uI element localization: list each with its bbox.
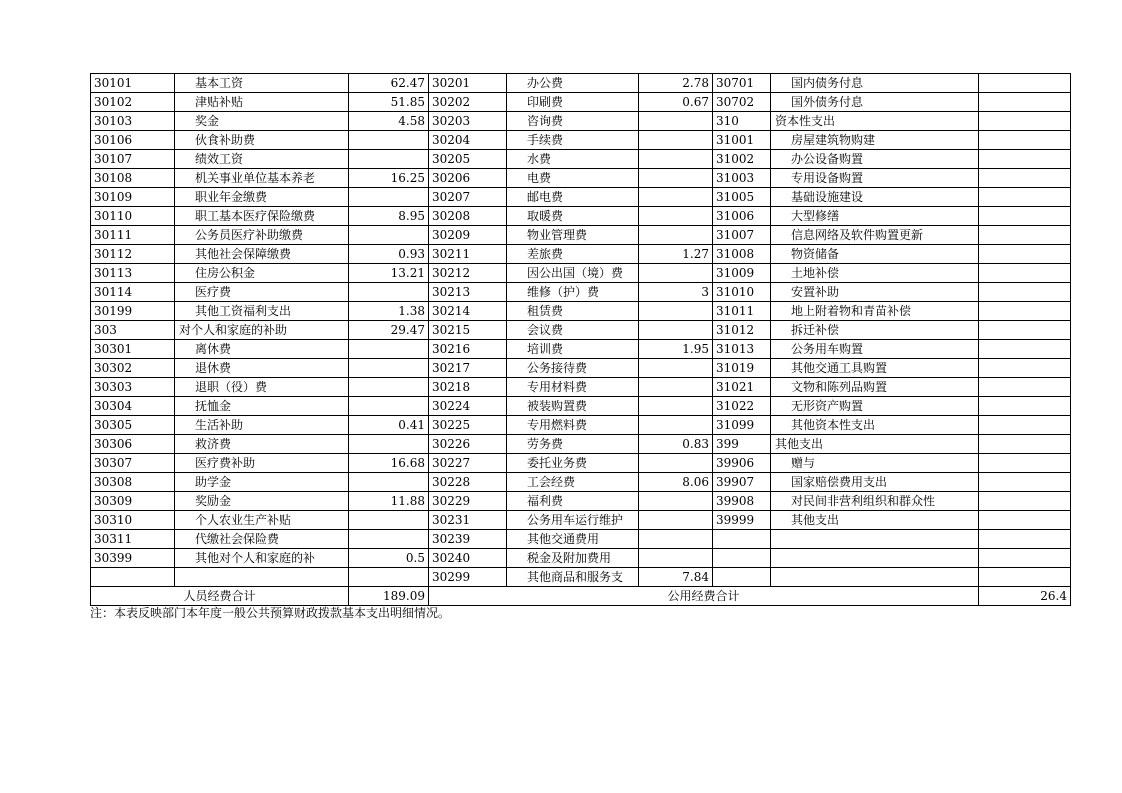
- table-row: [91, 207, 1071, 226]
- public-item-cell: 因公出国（境）费: [507, 264, 639, 283]
- personnel-amount-cell: [349, 150, 429, 169]
- public-total-label: 公用经费合计: [429, 587, 979, 606]
- personnel-item-cell: 个人农业生产补贴: [175, 511, 349, 530]
- other-amount-cell: [979, 302, 1071, 321]
- personnel-code-cell: 30311: [91, 530, 175, 549]
- personnel-amount-cell: [349, 131, 429, 150]
- personnel-amount-cell: 29.47: [349, 321, 429, 340]
- public-code-cell: 30224: [429, 397, 507, 416]
- personnel-item-cell: 奖金: [175, 112, 349, 131]
- public-code-cell: 30211: [429, 245, 507, 264]
- other-item-cell: 国内债务付息: [771, 74, 979, 93]
- other-amount-cell: [979, 112, 1071, 131]
- other-amount-cell: [979, 473, 1071, 492]
- public-item-cell: 差旅费: [507, 245, 639, 264]
- personnel-amount-cell: 1.38: [349, 302, 429, 321]
- personnel-code-cell: 30101: [91, 74, 175, 93]
- other-item-cell: [771, 568, 979, 587]
- personnel-amount-cell: 11.88: [349, 492, 429, 511]
- other-code-cell: 310: [713, 112, 771, 131]
- personnel-code-cell: 30304: [91, 397, 175, 416]
- public-code-cell: 30215: [429, 321, 507, 340]
- other-code-cell: [713, 530, 771, 549]
- personnel-item-cell: 住房公积金: [175, 264, 349, 283]
- personnel-amount-cell: [349, 359, 429, 378]
- public-code-cell: 30207: [429, 188, 507, 207]
- table-row: [91, 378, 1071, 397]
- public-amount-cell: [639, 112, 713, 131]
- other-code-cell: 31003: [713, 169, 771, 188]
- public-item-cell: 手续费: [507, 131, 639, 150]
- personnel-item-cell: 生活补助: [175, 416, 349, 435]
- other-amount-cell: [979, 397, 1071, 416]
- public-amount-cell: 3: [639, 283, 713, 302]
- other-amount-cell: [979, 416, 1071, 435]
- other-amount-cell: [979, 378, 1071, 397]
- other-code-cell: 31007: [713, 226, 771, 245]
- other-amount-cell: [979, 264, 1071, 283]
- personnel-amount-cell: [349, 473, 429, 492]
- other-item-cell: 大型修缮: [771, 207, 979, 226]
- public-item-cell: 电费: [507, 169, 639, 188]
- personnel-amount-cell: 4.58: [349, 112, 429, 131]
- public-amount-cell: [639, 530, 713, 549]
- personnel-code-cell: 30112: [91, 245, 175, 264]
- personnel-item-cell: 救济费: [175, 435, 349, 454]
- public-amount-cell: [639, 188, 713, 207]
- personnel-item-cell: 其他对个人和家庭的补: [175, 549, 349, 568]
- table-row: [91, 93, 1071, 112]
- personnel-code-cell: 30309: [91, 492, 175, 511]
- public-item-cell: 取暖费: [507, 207, 639, 226]
- personnel-code-cell: 30308: [91, 473, 175, 492]
- public-code-cell: 30228: [429, 473, 507, 492]
- other-item-cell: 信息网络及软件购置更新: [771, 226, 979, 245]
- personnel-item-cell: 机关事业单位基本养老: [175, 169, 349, 188]
- public-amount-cell: [639, 169, 713, 188]
- personnel-code-cell: 30103: [91, 112, 175, 131]
- other-amount-cell: [979, 226, 1071, 245]
- public-item-cell: 被装购置费: [507, 397, 639, 416]
- public-amount-cell: [639, 359, 713, 378]
- personnel-item-cell: 退职（役）费: [175, 378, 349, 397]
- public-amount-cell: [639, 378, 713, 397]
- other-amount-cell: [979, 549, 1071, 568]
- table-body: [91, 74, 1071, 587]
- other-code-cell: 39999: [713, 511, 771, 530]
- personnel-code-cell: 30102: [91, 93, 175, 112]
- public-amount-cell: [639, 511, 713, 530]
- other-code-cell: 31008: [713, 245, 771, 264]
- other-item-cell: 地上附着物和青苗补偿: [771, 302, 979, 321]
- public-code-cell: 30204: [429, 131, 507, 150]
- public-item-cell: 邮电费: [507, 188, 639, 207]
- other-code-cell: 31099: [713, 416, 771, 435]
- table-row: [91, 245, 1071, 264]
- other-code-cell: [713, 568, 771, 587]
- public-code-cell: 30299: [429, 568, 507, 587]
- other-item-cell: 资本性支出: [771, 112, 979, 131]
- public-code-cell: 30218: [429, 378, 507, 397]
- public-item-cell: 专用材料费: [507, 378, 639, 397]
- other-code-cell: 31022: [713, 397, 771, 416]
- public-amount-cell: [639, 397, 713, 416]
- table-row: [91, 359, 1071, 378]
- personnel-amount-cell: [349, 340, 429, 359]
- personnel-amount-cell: [349, 283, 429, 302]
- table-row: [91, 226, 1071, 245]
- personnel-code-cell: 30310: [91, 511, 175, 530]
- public-item-cell: 咨询费: [507, 112, 639, 131]
- personnel-amount-cell: 62.47: [349, 74, 429, 93]
- other-code-cell: 39908: [713, 492, 771, 511]
- personnel-item-cell: 助学金: [175, 473, 349, 492]
- personnel-total-value: 189.09: [349, 587, 429, 606]
- table-row: [91, 74, 1071, 93]
- table-row: [91, 435, 1071, 454]
- table-row: [91, 131, 1071, 150]
- other-amount-cell: [979, 93, 1071, 112]
- personnel-code-cell: 30301: [91, 340, 175, 359]
- public-code-cell: 30203: [429, 112, 507, 131]
- personnel-code-cell: 30114: [91, 283, 175, 302]
- other-amount-cell: [979, 435, 1071, 454]
- public-code-cell: 30201: [429, 74, 507, 93]
- public-item-cell: 办公费: [507, 74, 639, 93]
- table-row: [91, 473, 1071, 492]
- personnel-code-cell: 30307: [91, 454, 175, 473]
- personnel-item-cell: 绩效工资: [175, 150, 349, 169]
- personnel-amount-cell: [349, 568, 429, 587]
- personnel-amount-cell: 13.21: [349, 264, 429, 283]
- public-amount-cell: [639, 264, 713, 283]
- personnel-amount-cell: 16.68: [349, 454, 429, 473]
- public-code-cell: 30216: [429, 340, 507, 359]
- personnel-item-cell: 代缴社会保险费: [175, 530, 349, 549]
- other-amount-cell: [979, 207, 1071, 226]
- public-amount-cell: [639, 549, 713, 568]
- table-row: [91, 568, 1071, 587]
- personnel-amount-cell: [349, 378, 429, 397]
- personnel-amount-cell: [349, 188, 429, 207]
- public-item-cell: 物业管理费: [507, 226, 639, 245]
- personnel-amount-cell: 8.95: [349, 207, 429, 226]
- personnel-amount-cell: 51.85: [349, 93, 429, 112]
- other-item-cell: [771, 530, 979, 549]
- other-item-cell: 国家赔偿费用支出: [771, 473, 979, 492]
- personnel-code-cell: 30110: [91, 207, 175, 226]
- other-amount-cell: [979, 340, 1071, 359]
- other-amount-cell: [979, 74, 1071, 93]
- other-amount-cell: [979, 169, 1071, 188]
- personnel-amount-cell: 0.41: [349, 416, 429, 435]
- public-amount-cell: 1.27: [639, 245, 713, 264]
- personnel-total-label: 人员经费合计: [91, 587, 349, 606]
- personnel-amount-cell: 0.93: [349, 245, 429, 264]
- other-item-cell: [771, 549, 979, 568]
- other-item-cell: 赠与: [771, 454, 979, 473]
- personnel-item-cell: 基本工资: [175, 74, 349, 93]
- public-code-cell: 30226: [429, 435, 507, 454]
- other-code-cell: 31001: [713, 131, 771, 150]
- public-amount-cell: [639, 150, 713, 169]
- other-amount-cell: [979, 530, 1071, 549]
- personnel-code-cell: 30109: [91, 188, 175, 207]
- other-code-cell: 31005: [713, 188, 771, 207]
- other-item-cell: 对民间非营利组织和群众性: [771, 492, 979, 511]
- personnel-item-cell: 医疗费补助: [175, 454, 349, 473]
- public-code-cell: 30209: [429, 226, 507, 245]
- other-amount-cell: [979, 454, 1071, 473]
- table-row: [91, 321, 1071, 340]
- other-item-cell: 公务用车购置: [771, 340, 979, 359]
- other-item-cell: 国外债务付息: [771, 93, 979, 112]
- personnel-item-cell: 职业年金缴费: [175, 188, 349, 207]
- personnel-item-cell: 职工基本医疗保险缴费: [175, 207, 349, 226]
- public-amount-cell: 0.83: [639, 435, 713, 454]
- public-item-cell: 工会经费: [507, 473, 639, 492]
- public-amount-cell: [639, 416, 713, 435]
- other-amount-cell: [979, 359, 1071, 378]
- public-amount-cell: 0.67: [639, 93, 713, 112]
- other-amount-cell: [979, 150, 1071, 169]
- personnel-item-cell: 津贴补贴: [175, 93, 349, 112]
- public-amount-cell: [639, 302, 713, 321]
- personnel-code-cell: 30399: [91, 549, 175, 568]
- public-item-cell: 专用燃料费: [507, 416, 639, 435]
- other-item-cell: 文物和陈列品购置: [771, 378, 979, 397]
- other-item-cell: 其他交通工具购置: [771, 359, 979, 378]
- other-code-cell: 31013: [713, 340, 771, 359]
- other-code-cell: 31021: [713, 378, 771, 397]
- public-code-cell: 30227: [429, 454, 507, 473]
- other-code-cell: 31011: [713, 302, 771, 321]
- other-amount-cell: [979, 321, 1071, 340]
- table-row: [91, 112, 1071, 131]
- public-amount-cell: [639, 492, 713, 511]
- table-row: [91, 530, 1071, 549]
- personnel-item-cell: 医疗费: [175, 283, 349, 302]
- other-code-cell: 31010: [713, 283, 771, 302]
- table-row: [91, 150, 1071, 169]
- personnel-code-cell: 30302: [91, 359, 175, 378]
- personnel-amount-cell: [349, 530, 429, 549]
- other-amount-cell: [979, 283, 1071, 302]
- expenditure-detail-table: [90, 73, 1071, 606]
- public-item-cell: 公务接待费: [507, 359, 639, 378]
- personnel-code-cell: 30106: [91, 131, 175, 150]
- other-item-cell: 专用设备购置: [771, 169, 979, 188]
- other-code-cell: 399: [713, 435, 771, 454]
- personnel-code-cell: 30199: [91, 302, 175, 321]
- personnel-code-cell: 30303: [91, 378, 175, 397]
- public-code-cell: 30212: [429, 264, 507, 283]
- public-amount-cell: [639, 321, 713, 340]
- other-item-cell: 安置补助: [771, 283, 979, 302]
- personnel-amount-cell: [349, 226, 429, 245]
- public-amount-cell: [639, 454, 713, 473]
- other-code-cell: 30702: [713, 93, 771, 112]
- public-total-value: 26.4: [979, 587, 1071, 606]
- public-code-cell: 30229: [429, 492, 507, 511]
- public-item-cell: 福利费: [507, 492, 639, 511]
- other-code-cell: 31012: [713, 321, 771, 340]
- table-row: [91, 549, 1071, 568]
- table-row: [91, 511, 1071, 530]
- public-item-cell: 水费: [507, 150, 639, 169]
- other-amount-cell: [979, 568, 1071, 587]
- public-code-cell: 30240: [429, 549, 507, 568]
- public-item-cell: 维修（护）费: [507, 283, 639, 302]
- other-item-cell: 房屋建筑物购建: [771, 131, 979, 150]
- public-amount-cell: [639, 226, 713, 245]
- other-code-cell: [713, 549, 771, 568]
- other-item-cell: 办公设备购置: [771, 150, 979, 169]
- footnote: 注：本表反映部门本年度一般公共预算财政拨款基本支出明细情况。: [90, 606, 451, 620]
- personnel-amount-cell: [349, 397, 429, 416]
- other-code-cell: 31002: [713, 150, 771, 169]
- other-code-cell: 31006: [713, 207, 771, 226]
- other-amount-cell: [979, 245, 1071, 264]
- other-amount-cell: [979, 492, 1071, 511]
- other-amount-cell: [979, 131, 1071, 150]
- public-item-cell: 培训费: [507, 340, 639, 359]
- other-item-cell: 无形资产购置: [771, 397, 979, 416]
- other-code-cell: 31009: [713, 264, 771, 283]
- personnel-amount-cell: 0.5: [349, 549, 429, 568]
- public-item-cell: 会议费: [507, 321, 639, 340]
- table-row: [91, 169, 1071, 188]
- personnel-item-cell: 离休费: [175, 340, 349, 359]
- table-row: [91, 340, 1071, 359]
- public-amount-cell: 7.84: [639, 568, 713, 587]
- other-code-cell: 39907: [713, 473, 771, 492]
- public-amount-cell: 8.06: [639, 473, 713, 492]
- table-row: [91, 397, 1071, 416]
- personnel-code-cell: 30107: [91, 150, 175, 169]
- other-code-cell: 30701: [713, 74, 771, 93]
- table-row: [91, 302, 1071, 321]
- personnel-amount-cell: [349, 435, 429, 454]
- public-code-cell: 30202: [429, 93, 507, 112]
- other-item-cell: 拆迁补偿: [771, 321, 979, 340]
- personnel-code-cell: 30305: [91, 416, 175, 435]
- other-amount-cell: [979, 511, 1071, 530]
- totals-row: [91, 587, 1071, 606]
- public-code-cell: 30205: [429, 150, 507, 169]
- personnel-code-cell: 30113: [91, 264, 175, 283]
- personnel-item-cell: 其他工资福利支出: [175, 302, 349, 321]
- personnel-item-cell: 伙食补助费: [175, 131, 349, 150]
- personnel-code-cell: 30108: [91, 169, 175, 188]
- public-item-cell: 税金及附加费用: [507, 549, 639, 568]
- public-code-cell: 30217: [429, 359, 507, 378]
- table-row: [91, 492, 1071, 511]
- other-item-cell: 其他支出: [771, 511, 979, 530]
- personnel-item-cell: 奖励金: [175, 492, 349, 511]
- personnel-amount-cell: [349, 511, 429, 530]
- other-item-cell: 基础设施建设: [771, 188, 979, 207]
- public-code-cell: 30225: [429, 416, 507, 435]
- public-code-cell: 30214: [429, 302, 507, 321]
- public-code-cell: 30231: [429, 511, 507, 530]
- public-amount-cell: 1.95: [639, 340, 713, 359]
- public-code-cell: 30213: [429, 283, 507, 302]
- personnel-item-cell: 对个人和家庭的补助: [175, 321, 349, 340]
- public-item-cell: 其他商品和服务支: [507, 568, 639, 587]
- personnel-code-cell: 303: [91, 321, 175, 340]
- public-item-cell: 劳务费: [507, 435, 639, 454]
- public-code-cell: 30239: [429, 530, 507, 549]
- public-item-cell: 委托业务费: [507, 454, 639, 473]
- personnel-item-cell: 公务员医疗补助缴费: [175, 226, 349, 245]
- other-item-cell: 其他支出: [771, 435, 979, 454]
- public-item-cell: 租赁费: [507, 302, 639, 321]
- other-item-cell: 物资储备: [771, 245, 979, 264]
- personnel-item-cell: 其他社会保障缴费: [175, 245, 349, 264]
- public-amount-cell: [639, 131, 713, 150]
- personnel-amount-cell: 16.25: [349, 169, 429, 188]
- public-item-cell: 印刷费: [507, 93, 639, 112]
- table-row: [91, 416, 1071, 435]
- public-amount-cell: [639, 207, 713, 226]
- public-amount-cell: 2.78: [639, 74, 713, 93]
- personnel-code-cell: 30306: [91, 435, 175, 454]
- personnel-item-cell: [175, 568, 349, 587]
- public-item-cell: 其他交通费用: [507, 530, 639, 549]
- public-item-cell: 公务用车运行维护: [507, 511, 639, 530]
- personnel-item-cell: 抚恤金: [175, 397, 349, 416]
- personnel-code-cell: 30111: [91, 226, 175, 245]
- other-item-cell: 其他资本性支出: [771, 416, 979, 435]
- public-code-cell: 30206: [429, 169, 507, 188]
- personnel-item-cell: 退休费: [175, 359, 349, 378]
- other-code-cell: 31019: [713, 359, 771, 378]
- table-row: [91, 283, 1071, 302]
- personnel-code-cell: [91, 568, 175, 587]
- table-row: [91, 454, 1071, 473]
- table-row: [91, 188, 1071, 207]
- table-row: [91, 264, 1071, 283]
- public-code-cell: 30208: [429, 207, 507, 226]
- other-amount-cell: [979, 188, 1071, 207]
- other-code-cell: 39906: [713, 454, 771, 473]
- other-item-cell: 土地补偿: [771, 264, 979, 283]
